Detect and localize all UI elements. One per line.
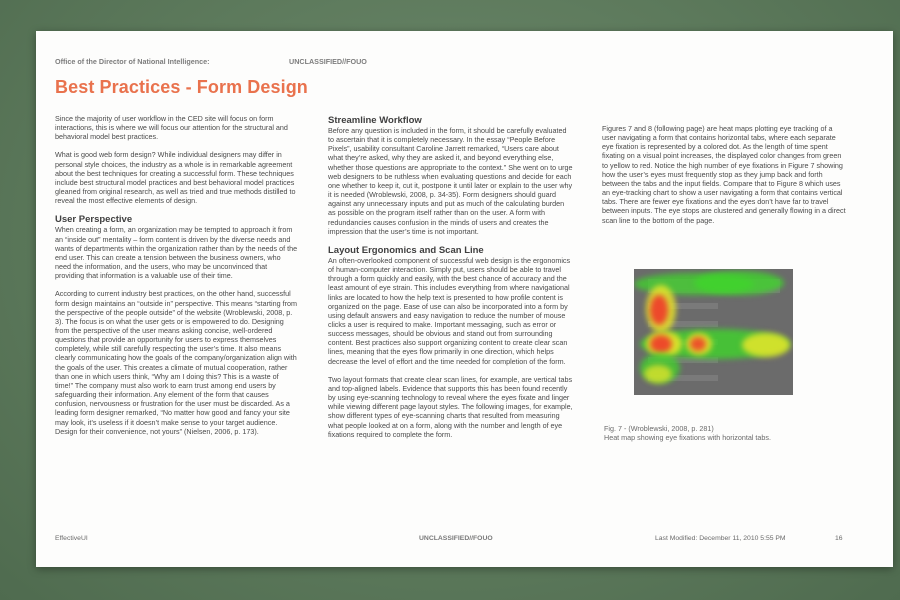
paragraph: An often-overlooked component of successful web design is the ergonomics of human-computer interaction. Simply put, users should be able to travel through a form quickly and easily, with the best chance of accuracy and the least amount of eye strain. This includes everything from where navigational links are located to how the help text is presented to how profile content is organized on the page. Ease of use can also be incorporated into a form by using default answers and easy navigation to reduce the number of mouse clicks a user is required to make. Important messaging, such as error or success messages, should be obvious and stand out from surrounding content. Best practices also support organizing content to create clear scan lines, meaning that the eyes flow primarily in one direction, which helps decrease the level of effort and the time needed for completion of the form. — [328, 255, 571, 366]
paragraph: According to current industry best practices, on the other hand, successful form design maintains an “outside in” perspective. This means “starting from the perspective of the people outside” of the website (Wroblewski, 2008, p. 3). The focus is on what the user gets or is empowered to do. Designing from the perspective of the user means asking concise, well-ordered questions that provide an opportunity for users to express themselves completely, while still carefully respecting the user’s time. It also means clearly communicating how the goals of the company/organization align with the goals of the user. This creates a climate of mutual cooperation, rather than one in which users think, “Why am I doing this? This is a waste of time!” The company must also work to earn trust among end users by safeguarding their information. Any element of the form that causes confusion, nervousness or frustration for the user must be discarded. As a leading form designer remarked, “No matter how good and fancy your site may look, it’s useless if it doesn’t make sense to your target audience. Design for their convenience, not yours” (Nielsen, 2006, p. 173). — [55, 289, 297, 436]
caption-description: Heat map showing eye fixations with horizontal tabs. — [604, 433, 771, 442]
column-1 — [55, 114, 298, 445]
page-title: Best Practices - Form Design — [55, 77, 308, 97]
fixation-hotspot — [650, 295, 668, 325]
heading-streamline-workflow: Streamline Workflow — [328, 115, 422, 126]
caption-source: Fig. 7 - (Wroblewski, 2008, p. 281) — [604, 424, 714, 433]
fixation-hotspot — [650, 335, 672, 353]
paragraph: What is good web form design? While individual designers may differ in personal style choices, the industry as a whole is in remarkable agreement about the best techniques for creating a successful form. These techniques include best structural model practices and best behavioral model practices gleaned from original research, as well as tried and true methods distilled to reveal the most effective elements of design. — [55, 150, 296, 206]
paragraph: Before any question is included in the form, it should be carefully evaluated to ascertain that it is completely necessary. In the essay “People Before Pixels”, usability consultant Caroline Jarrett remarked, “Users care about what they’re asked, why they are asked it, and beyond everything else, whether those questions are appropriate to the context.” She went on to urge web designers to be ruthless when evaluating questions and decide for each one whether to keep it, cut it, postpone it until later or explain to the user why it is needed (Wroblewski, 2008, p. 34-35). Form designers should guard against any unnecessary inputs and put as much of the calculating burden as possible on the program itself rather than on the user. A form with redundancies causes confusion in the minds of users and creates the impression that the user’s time is not important. — [328, 126, 573, 236]
heatmap-image — [634, 269, 793, 395]
paragraph: Two layout formats that create clear scan lines, for example, are vertical tabs and top-aligned labels. Evidence that supports this has been found recently by using eye-scanning technology to reveal where the eyes fixate and linger while viewing different page layout styles. The following images, for example, show different types of eye-scanning charts that resulted from measuring what people looked at on a form, along with the number and length of eye fixations required to complete the form. — [328, 374, 573, 439]
heading-user-perspective: User Perspective — [55, 214, 133, 226]
column-2 — [328, 115, 573, 448]
fixation-cluster — [742, 333, 790, 357]
figure-caption — [604, 424, 844, 442]
footer-last-modified: Last Modified: December 11, 2010 5:55 PM — [655, 535, 786, 542]
paragraph: Figures 7 and 8 (following page) are heat maps plotting eye tracking of a user navigating a form that contains horizontal tabs, where each separate eye fixation is represented by a colored dot. As the length of time spent fixating on a visual point increases, the displayed color changes from green to yellow to red. Notice the high number of eye fixations in Figure 7 showing how the user’s eyes must frequently stop as they jump back and forth between the tabs and the input fields. Compare that to Figure 8 which uses an eye-tracking chart to show a user navigating a form that contains vertical tabs. There are fewer eye fixations and the eyes don’t have far to travel between inputs. The eye stops are clustered and generally flowing in a direct scan line to the bottom of the page. — [602, 124, 846, 225]
fixation-hotspot — [690, 337, 706, 351]
fixation-cluster — [644, 365, 672, 383]
fixation-cluster — [694, 271, 784, 295]
footer-classification: UNCLASSIFIED//FOUO — [419, 535, 493, 542]
heading-layout-ergonomics: Layout Ergonomics and Scan Line — [328, 244, 484, 256]
header-office: Office of the Director of National Intelligence: — [55, 57, 210, 66]
footer-company: EffectiveUI — [55, 535, 88, 542]
header-classification: UNCLASSIFIED//FOUO — [289, 57, 367, 66]
paragraph: When creating a form, an organization may be tempted to approach it from an “inside out” mentality – form content is driven by the diverse needs and wants of departments within the organization rather than by the needs of the end user. This can create a tension between the business owners, who need the information, and the users, who may be unconvinced that providing that information is a valuable use of their time. — [55, 225, 298, 281]
column-3 — [602, 124, 847, 234]
paragraph: Since the majority of user workflow in the CED site will focus on form interactions, this is where we will focus our attention for the structural and behavioral model best practices. — [55, 114, 288, 142]
page-number: 16 — [835, 535, 843, 542]
document-page — [36, 31, 893, 567]
